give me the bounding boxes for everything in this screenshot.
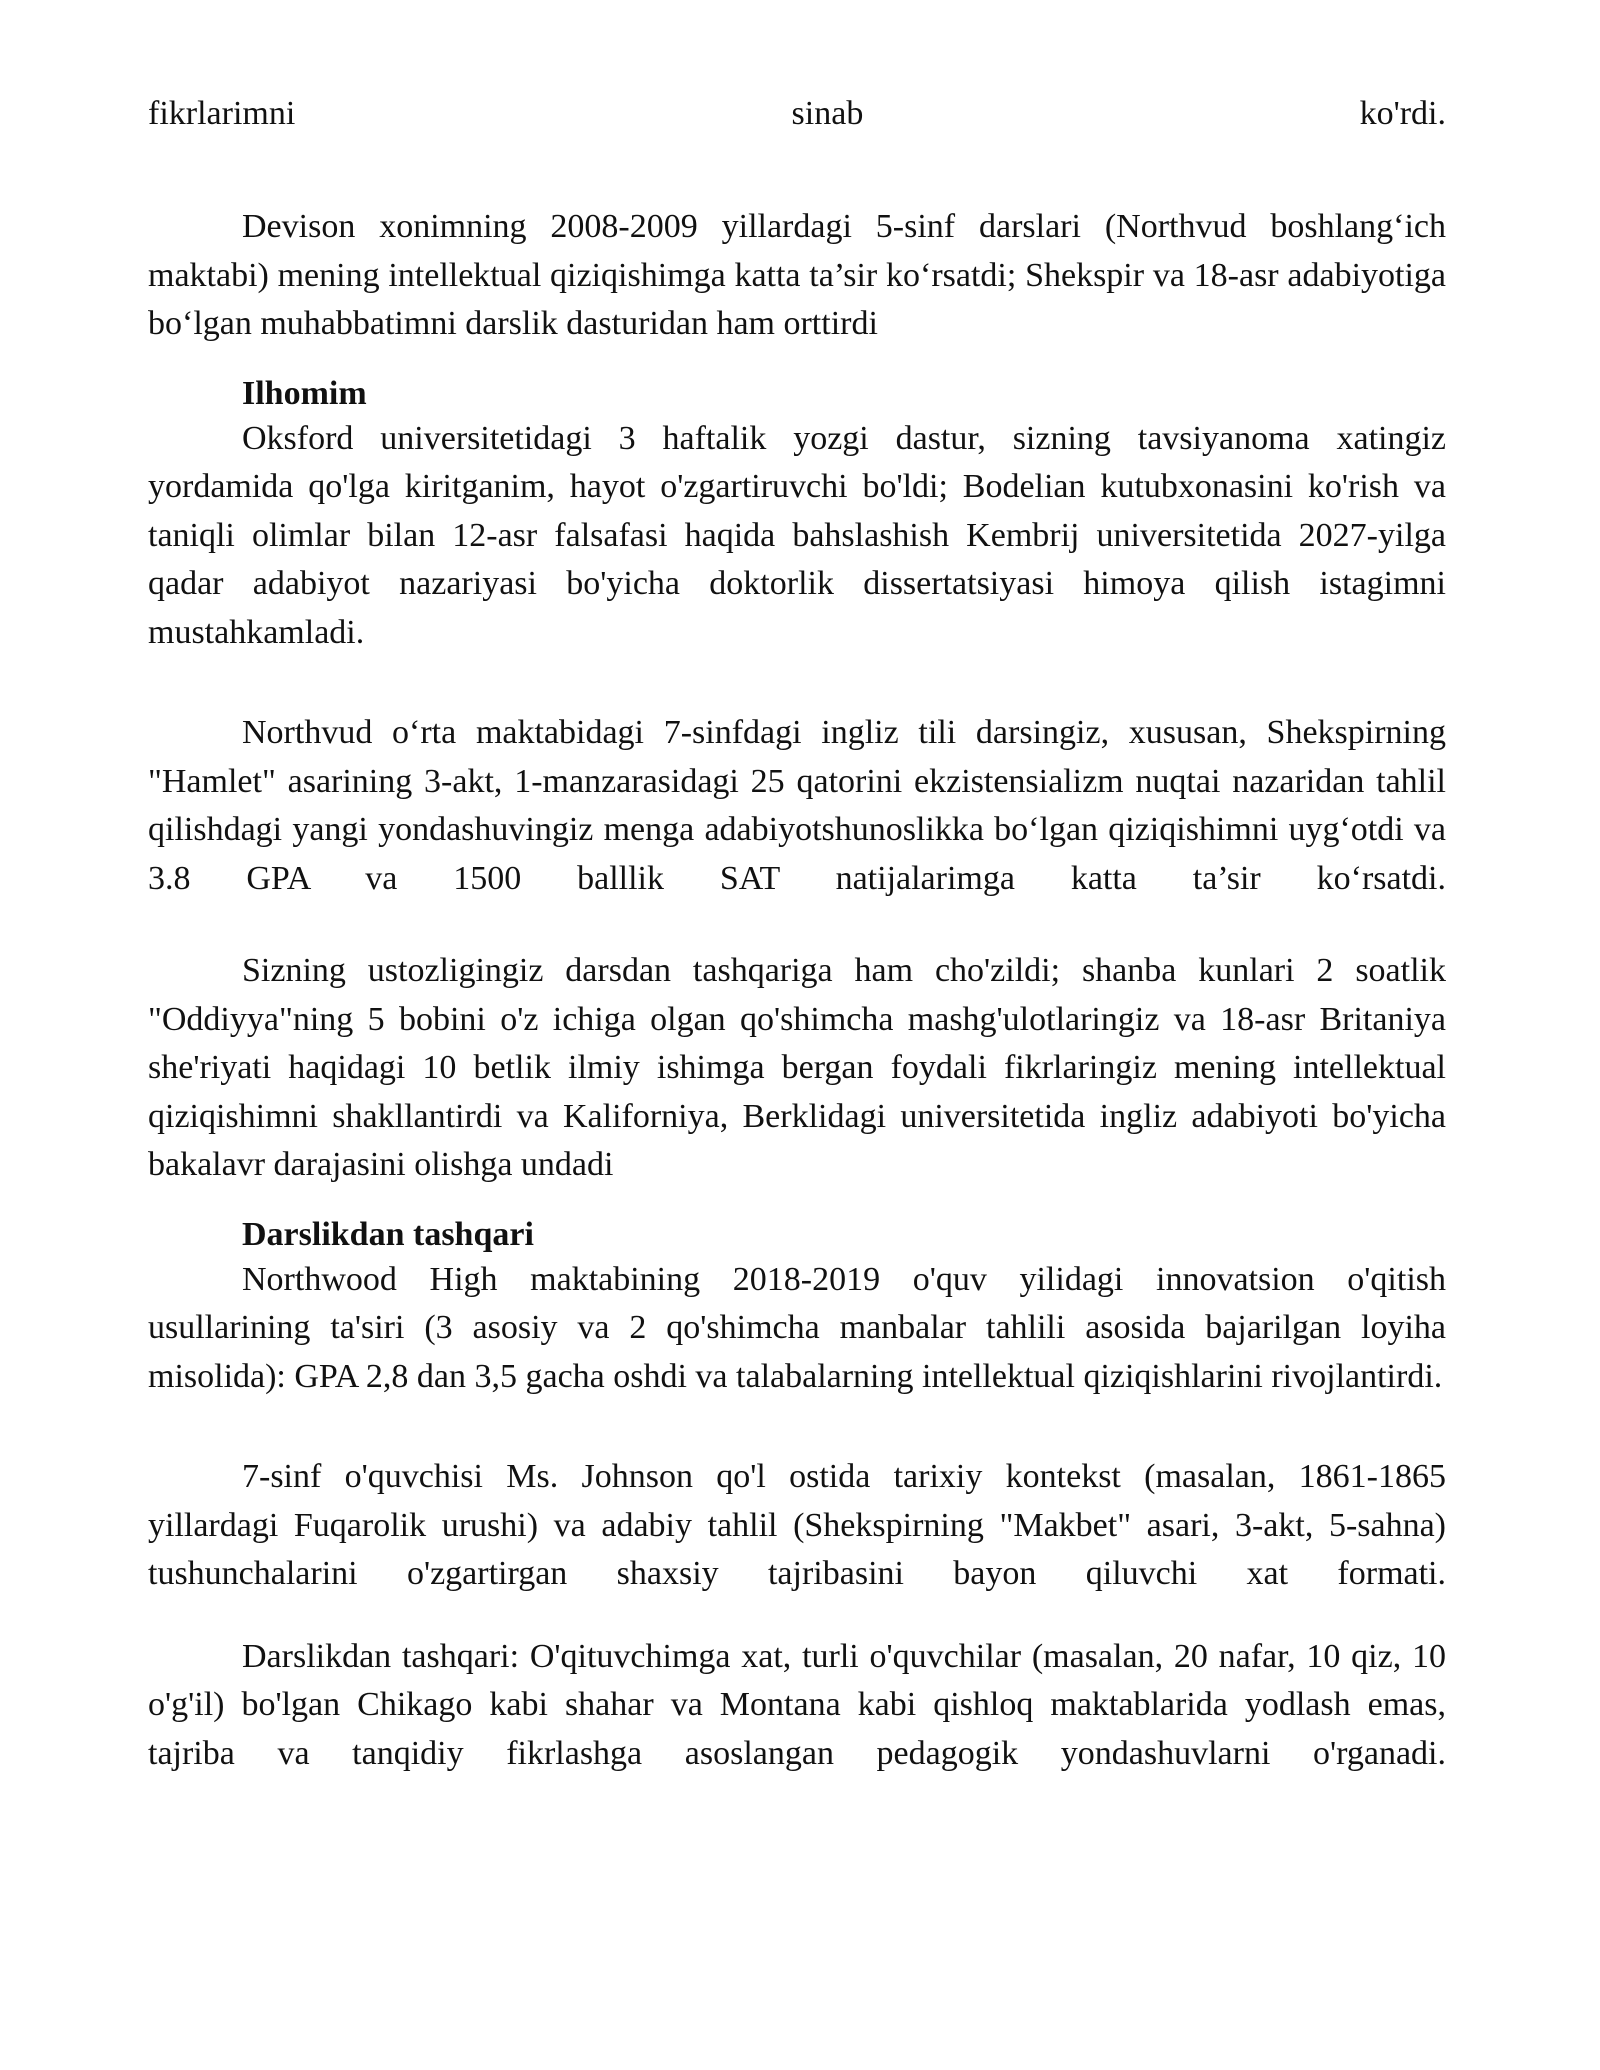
section-heading-ilhomim: Ilhomim: [242, 374, 367, 412]
first-line-word-3: ko'rdi.: [1359, 95, 1446, 132]
paragraph-mentorship: Sizning ustozligingiz darsdan tashqariga ham cho'zildi; shanba kunlari 2 soatlik "Oddiyya"ning 5 bobini o'z ichiga olgan qo'shimcha mashg'ulotlaringiz va 18-asr Britaniya she'riyati haqidagi 10 betlik ilmiy ishimga bergan foydali fikrlaringiz mening intellektual qiziqishimni shakllantirdi va Kaliforniya, Berklidagi universitetida ingliz adabiyoti bo'yicha bakalavr darajasini olishga undadi: [148, 952, 1446, 1183]
first-line: [148, 90, 1446, 138]
first-line-word-2: sinab: [791, 95, 864, 132]
paragraph-davison: Devison xonimning 2008-2009 yillardagi 5-sinf darslari (Northvud boshlang‘ich maktabi) mening intellektual qiziqishimga katta ta’sir ko‘rsatdi; Shekspir va 18-asr adabiyotiga bo‘lgan muhabbatimni darslik dasturidan ham orttirdi: [148, 208, 1446, 342]
first-line-word-1: fikrlarimni: [148, 95, 296, 132]
paragraph-oxford: Oksford universitetidagi 3 haftalik yozgi dastur, sizning tavsiyanoma xatingiz yordamida qo'lga kiritganim, hayot o'zgartiruvchi bo'ldi; Bodelian kutubxonasini ko'rish va taniqli olimlar bilan 12-asr falsafasi haqida bahslashish Kembrij universitetida 2027-yilga qadar adabiyot nazariyasi bo'yicha doktorlik dissertatsiyasi himoya qilish istagimni mustahkamladi.: [148, 419, 1446, 651]
paragraph-ms-johnson: 7-sinf o'quvchisi Ms. Johnson qo'l ostida tarixiy kontekst (masalan, 1861-1865 yillardagi Fuqarolik urushi) va adabiy tahlil (Shekspirning "Makbet" asari, 3-akt, 5-sahna) tushunchalarini o'zgartirgan shaxsiy tajribasini bayon qiluvchi xat formati.: [148, 1458, 1446, 1592]
document-body: [148, 90, 1446, 1778]
paragraph-northwood-high: Northwood High maktabining 2018-2019 o'quv yilidagi innovatsion o'qitish usullarining ta'siri (3 asosiy va 2 qo'shimcha manbalar tahlili asosida bajarilgan loyiha misolida): GPA 2,8 dan 3,5 gacha oshdi va talabalarning intellektual qiziqishlarini rivojlantirdi.: [148, 1260, 1446, 1395]
paragraph-northvud-english: Northvud o‘rta maktabidagi 7-sinfdagi ingliz tili darsingiz, xususan, Shekspirning "Hamlet" asarining 3-akt, 1-manzarasidagi 25 qatorini ekzistensializm nuqtai nazaridan tahlil qilishdagi yangi yondashuvingiz menga adabiyotshunoslikka bo‘lgan qiziqishimni uyg‘otdi va 3.8 GPA va 1500 balllik SAT natijalarimga katta ta’sir ko‘rsatdi.: [148, 714, 1446, 897]
paragraph-teacher-letter: Darslikdan tashqari: O'qituvchimga xat, turli o'quvchilar (masalan, 20 nafar, 10 qiz, 10 o'g'il) bo'lgan Chikago kabi shahar va Montana kabi qishloq maktablarida yodlash emas, tajriba va tanqidiy fikrlashga asoslangan pedagogik yondashuvlarni o'rganadi.: [148, 1637, 1446, 1772]
section-heading-darslikdan-tashqari: Darslikdan tashqari: [242, 1215, 534, 1253]
